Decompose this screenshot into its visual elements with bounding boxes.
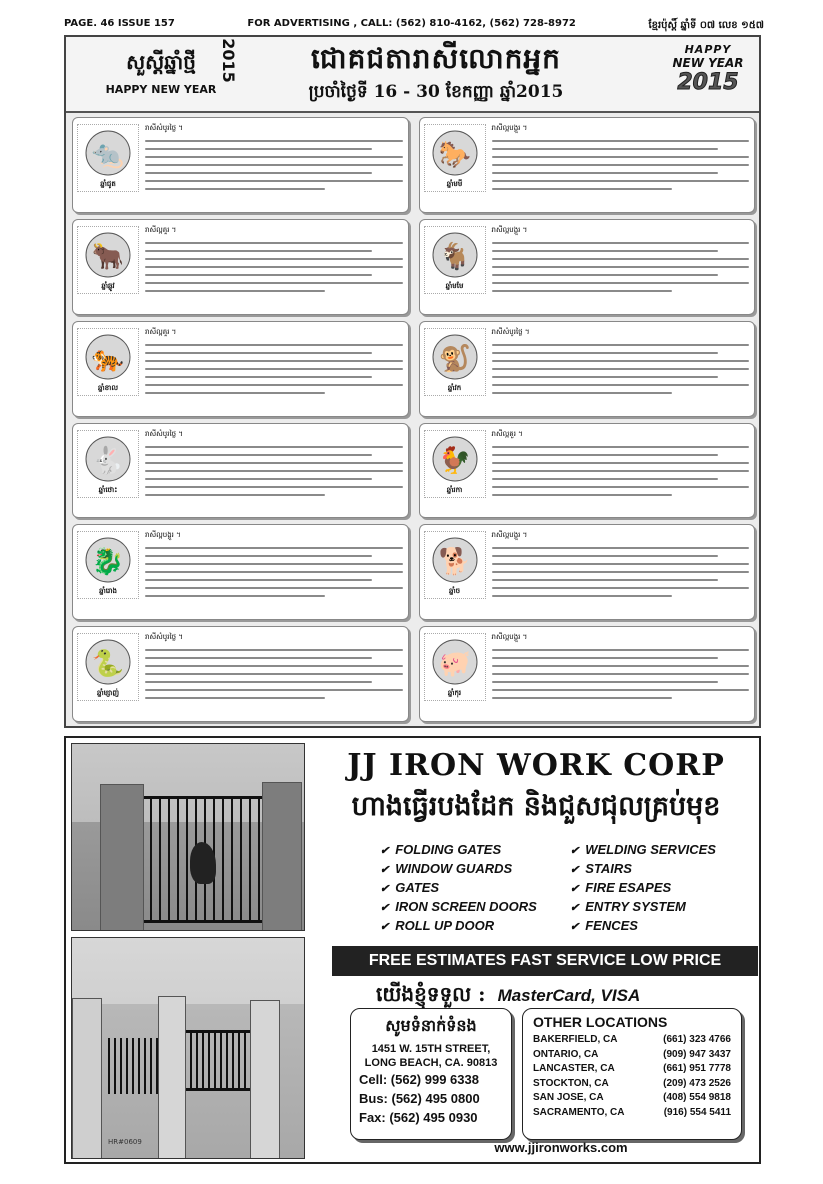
zodiac-fortune-head: រាសីល្អបង្គួរ ។ bbox=[145, 531, 181, 540]
svg-text:🐓: 🐓 bbox=[438, 445, 471, 476]
checkmark-icon: ✔ bbox=[380, 864, 390, 876]
text-line bbox=[145, 462, 403, 464]
year-vertical: 2015 bbox=[218, 38, 238, 83]
text-line bbox=[492, 156, 750, 158]
checkmark-icon: ✔ bbox=[380, 921, 390, 933]
text-line bbox=[145, 595, 325, 597]
rabbit-icon bbox=[77, 430, 139, 498]
gate-bar bbox=[249, 796, 251, 922]
text-line bbox=[492, 486, 750, 488]
fence-bar bbox=[196, 1030, 198, 1090]
text-line bbox=[145, 180, 403, 182]
horoscope-header bbox=[66, 37, 759, 113]
monkey-icon bbox=[424, 328, 486, 396]
other-locations-title: OTHER LOCATIONS bbox=[533, 1014, 668, 1030]
zodiac-fortune-head: រាសីល្អបង្គួរ ។ bbox=[491, 124, 528, 132]
accepted-cards: MasterCard, VISA bbox=[497, 986, 641, 1005]
masthead: ខ្មែរប៉ុស្តិ៍ ឆ្នាំទី ០៧ លេខ ១៥៧ bbox=[648, 20, 764, 31]
text-line bbox=[145, 188, 325, 190]
checkmark-icon: ✔ bbox=[380, 902, 390, 914]
fax-number: Fax: (562) 495 0930 bbox=[359, 1110, 478, 1125]
dragon-icon bbox=[77, 531, 139, 599]
fence-bar bbox=[232, 1030, 234, 1090]
zodiac-name: ឆ្នាំជូត bbox=[100, 180, 116, 188]
fence-bar bbox=[156, 1038, 158, 1094]
location-phone: (916) 554 5411 bbox=[663, 1106, 731, 1118]
zodiac-name: ឆ្នាំរោង bbox=[99, 587, 117, 596]
service-item bbox=[380, 842, 537, 861]
zodiac-card bbox=[419, 524, 756, 620]
gate-bar bbox=[159, 796, 161, 922]
cell-phone: Cell: (562) 999 6338 bbox=[359, 1072, 479, 1087]
location-city: ONTARIO, CA bbox=[533, 1048, 599, 1060]
svg-text:🐐: 🐐 bbox=[438, 241, 471, 272]
service-item bbox=[570, 842, 716, 861]
svg-text:🐍: 🐍 bbox=[91, 649, 125, 680]
text-line bbox=[492, 689, 750, 691]
text-line bbox=[145, 148, 372, 150]
svg-text:🐖: 🐖 bbox=[438, 649, 471, 680]
zodiac-text bbox=[145, 531, 403, 614]
text-line bbox=[492, 180, 750, 182]
fence-bar bbox=[238, 1030, 240, 1090]
text-line bbox=[145, 579, 372, 581]
text-line bbox=[492, 649, 750, 651]
location-row bbox=[533, 1049, 731, 1064]
badge-newyear: NEW YEAR bbox=[672, 56, 744, 70]
text-line bbox=[145, 673, 403, 675]
text-line bbox=[145, 242, 403, 244]
fence-bar bbox=[114, 1038, 116, 1094]
service-item bbox=[380, 899, 537, 918]
text-line bbox=[145, 164, 403, 166]
text-line bbox=[145, 571, 403, 573]
text-line bbox=[492, 172, 719, 174]
house-pillar bbox=[72, 998, 102, 1159]
stone-pillar bbox=[100, 784, 144, 931]
svg-text:🐅: 🐅 bbox=[91, 343, 125, 374]
zodiac-fortune-head: រាសីល្អគួរ ។ bbox=[145, 327, 177, 336]
dog-icon bbox=[424, 531, 486, 599]
gate-bar bbox=[150, 796, 152, 922]
zodiac-text bbox=[145, 328, 403, 411]
text-line bbox=[145, 587, 403, 589]
zodiac-card bbox=[419, 626, 756, 722]
ox-icon bbox=[77, 226, 139, 294]
text-line bbox=[492, 140, 750, 142]
text-line bbox=[145, 352, 372, 354]
service-label: WELDING SERVICES bbox=[585, 842, 716, 857]
location-list bbox=[533, 1034, 731, 1121]
zodiac-name: ឆ្នាំមមី bbox=[446, 180, 463, 188]
zodiac-fortune-head: រាសីល្អគួរ ។ bbox=[491, 429, 523, 438]
service-item bbox=[380, 880, 537, 899]
text-line bbox=[492, 547, 750, 549]
checkmark-icon: ✔ bbox=[570, 864, 580, 876]
service-item bbox=[570, 880, 716, 899]
text-line bbox=[492, 494, 672, 496]
text-line bbox=[492, 665, 750, 667]
location-city: SACRAMENTO, CA bbox=[533, 1106, 625, 1118]
text-line bbox=[492, 697, 672, 699]
text-line bbox=[145, 172, 372, 174]
zodiac-name: ឆ្នាំវក bbox=[447, 383, 462, 392]
promo-banner: FREE ESTIMATES FAST SERVICE LOW PRICE bbox=[332, 946, 758, 976]
zodiac-card bbox=[72, 423, 409, 519]
location-city: SAN JOSE, CA bbox=[533, 1092, 604, 1103]
svg-text:🐂: 🐂 bbox=[91, 241, 125, 272]
text-line bbox=[145, 282, 403, 284]
text-line bbox=[145, 290, 325, 292]
location-phone: (909) 947 3437 bbox=[663, 1048, 731, 1060]
zodiac-text bbox=[145, 430, 403, 513]
location-phone: (661) 323 4766 bbox=[663, 1034, 731, 1045]
photo-watermark: HR#0609 bbox=[108, 1138, 142, 1146]
text-line bbox=[492, 555, 719, 557]
horoscope-section bbox=[64, 35, 761, 728]
house-pillar bbox=[158, 996, 186, 1159]
zodiac-card bbox=[72, 321, 409, 417]
page-issue: PAGE. 46 ISSUE 157 bbox=[64, 18, 175, 29]
zodiac-card bbox=[419, 117, 756, 213]
address-line2: LONG BEACH, CA. 90813 bbox=[364, 1057, 498, 1069]
gate-bar bbox=[177, 796, 179, 922]
service-label: IRON SCREEN DOORS bbox=[395, 899, 537, 914]
zodiac-text bbox=[145, 124, 403, 207]
company-name-kh: ហាងធ្វើរបងដែក និងជួសជុលគ្រប់មុខ bbox=[351, 791, 721, 822]
main-contact-box bbox=[350, 1008, 512, 1140]
page-header bbox=[64, 18, 764, 34]
zodiac-name: ឆ្នាំច bbox=[448, 587, 461, 596]
zodiac-text bbox=[492, 124, 750, 207]
zodiac-fortune-head: រាសីល្អបង្គួរ ។ bbox=[491, 225, 528, 234]
advertising-contact: FOR ADVERTISING , CALL: (562) 810-4162, (562) 728-8972 bbox=[247, 18, 576, 29]
fence-bar bbox=[244, 1030, 246, 1090]
zodiac-name: ឆ្នាំឆ្លូវ bbox=[101, 281, 115, 290]
horoscope-subtitle: ប្រចាំថ្ងៃទី 16 - 30 ខែកញ្ញា ឆ្នាំ2015 bbox=[308, 82, 564, 102]
zodiac-fortune-head: រាសីល្អបង្គួរ ។ bbox=[491, 531, 528, 540]
service-label: FENCES bbox=[585, 918, 638, 933]
badge-happy: HAPPY bbox=[684, 43, 732, 56]
svg-text:🐕: 🐕 bbox=[438, 547, 471, 578]
text-line bbox=[145, 392, 325, 394]
text-line bbox=[145, 681, 372, 683]
text-line bbox=[492, 188, 672, 190]
svg-text:🐉: 🐉 bbox=[91, 547, 125, 578]
payment-accepted bbox=[376, 981, 640, 1011]
text-line bbox=[145, 454, 372, 456]
location-phone: (408) 554 9818 bbox=[663, 1092, 731, 1103]
service-item bbox=[570, 918, 716, 937]
text-line bbox=[492, 681, 719, 683]
house-pillar bbox=[250, 1000, 280, 1159]
location-city: STOCKTON, CA bbox=[533, 1077, 609, 1089]
location-row bbox=[533, 1078, 731, 1093]
new-year-kh: សួស្តីឆ្នាំថ្មី bbox=[126, 50, 196, 74]
text-line bbox=[492, 587, 750, 589]
service-label: FOLDING GATES bbox=[395, 842, 502, 857]
text-line bbox=[145, 250, 372, 252]
stone-pillar bbox=[262, 782, 302, 931]
text-line bbox=[145, 258, 403, 260]
text-line bbox=[145, 140, 403, 142]
zodiac-text bbox=[492, 531, 750, 614]
jj-iron-work-ad bbox=[64, 736, 761, 1164]
zodiac-text bbox=[492, 226, 750, 309]
zodiac-name: ឆ្នាំកុរ bbox=[447, 689, 462, 698]
business-phone: Bus: (562) 495 0800 bbox=[359, 1091, 480, 1106]
fence-bar bbox=[226, 1030, 228, 1090]
badge-year: 2015 bbox=[677, 70, 739, 95]
text-line bbox=[492, 282, 750, 284]
location-row bbox=[533, 1034, 731, 1049]
horoscope-title: ជោគជតារាសីលោកអ្នក bbox=[311, 42, 561, 75]
service-item bbox=[380, 861, 537, 880]
text-line bbox=[492, 242, 750, 244]
location-phone: (661) 951 7778 bbox=[663, 1063, 731, 1074]
gate-bar bbox=[222, 796, 224, 922]
location-city: LANCASTER, CA bbox=[533, 1063, 615, 1074]
zodiac-name: ឆ្នាំមមែ bbox=[445, 281, 464, 290]
gate-bar bbox=[186, 796, 188, 922]
zodiac-grid bbox=[72, 117, 755, 722]
zodiac-name: ឆ្នាំខាល bbox=[98, 383, 118, 392]
service-label: WINDOW GUARDS bbox=[395, 861, 513, 876]
goat-icon bbox=[424, 226, 486, 294]
fence-bar bbox=[220, 1030, 222, 1090]
service-label: GATES bbox=[395, 880, 440, 895]
text-line bbox=[145, 494, 325, 496]
text-line bbox=[145, 555, 372, 557]
fence-bar bbox=[144, 1038, 146, 1094]
text-line bbox=[492, 290, 672, 292]
text-line bbox=[492, 563, 750, 565]
service-item bbox=[570, 861, 716, 880]
text-line bbox=[145, 156, 403, 158]
pig-icon bbox=[424, 633, 486, 701]
fence-bar bbox=[190, 1030, 192, 1090]
service-item bbox=[380, 918, 537, 937]
zodiac-card bbox=[72, 626, 409, 722]
zodiac-card bbox=[419, 423, 756, 519]
location-city: BAKERFIELD, CA bbox=[533, 1034, 618, 1045]
service-item bbox=[570, 899, 716, 918]
location-row bbox=[533, 1063, 731, 1078]
accept-kh: យើងខ្ញុំទទួល : bbox=[376, 982, 486, 1006]
service-label: ENTRY SYSTEM bbox=[585, 899, 686, 914]
text-line bbox=[145, 665, 403, 667]
text-line bbox=[492, 274, 719, 276]
website-link[interactable]: www.jjironworks.com bbox=[494, 1140, 628, 1155]
snake-icon bbox=[77, 633, 139, 701]
fence-bar bbox=[126, 1038, 128, 1094]
text-line bbox=[492, 250, 719, 252]
text-line bbox=[145, 344, 403, 346]
horse-ornament bbox=[190, 842, 216, 884]
zodiac-fortune-head: រាសីសំបូរថ្លៃ ។ bbox=[145, 429, 183, 438]
text-line bbox=[145, 446, 403, 448]
service-label: FIRE ESAPES bbox=[585, 880, 672, 895]
zodiac-text bbox=[145, 226, 403, 309]
other-locations-box bbox=[522, 1008, 742, 1140]
fence-bar bbox=[214, 1030, 216, 1090]
horse-icon bbox=[424, 124, 486, 192]
text-line bbox=[145, 376, 372, 378]
text-line bbox=[492, 579, 719, 581]
zodiac-text bbox=[492, 633, 750, 716]
company-name: JJ IRON WORK CORP bbox=[347, 748, 725, 783]
text-line bbox=[492, 571, 750, 573]
zodiac-fortune-head: រាសីសំបូរថ្លៃ ។ bbox=[145, 633, 183, 642]
fence-bar bbox=[202, 1030, 204, 1090]
gate-bar bbox=[240, 796, 242, 922]
checkmark-icon: ✔ bbox=[380, 845, 390, 857]
zodiac-fortune-head: រាសីសំបូរថ្លៃ ។ bbox=[145, 124, 183, 132]
text-line bbox=[492, 258, 750, 260]
zodiac-name: ឆ្នាំថោះ bbox=[98, 485, 118, 494]
service-label: STAIRS bbox=[585, 861, 632, 876]
text-line bbox=[492, 657, 719, 659]
zodiac-text bbox=[492, 328, 750, 411]
text-line bbox=[145, 657, 372, 659]
gate-bar bbox=[258, 796, 260, 922]
svg-text:🐇: 🐇 bbox=[91, 445, 125, 476]
zodiac-fortune-head: រាសីល្អបង្គួរ ។ bbox=[491, 633, 528, 642]
text-line bbox=[145, 689, 403, 691]
services-left bbox=[380, 842, 537, 937]
text-line bbox=[492, 360, 750, 362]
text-line bbox=[145, 649, 403, 651]
checkmark-icon: ✔ bbox=[570, 921, 580, 933]
zodiac-card bbox=[419, 219, 756, 315]
text-line bbox=[492, 446, 750, 448]
text-line bbox=[145, 563, 403, 565]
iron-fence-photo bbox=[71, 937, 305, 1159]
text-line bbox=[492, 376, 719, 378]
text-line bbox=[492, 164, 750, 166]
text-line bbox=[492, 344, 750, 346]
text-line bbox=[492, 595, 672, 597]
gate-bar bbox=[168, 796, 170, 922]
text-line bbox=[145, 478, 372, 480]
address-line1: 1451 W. 15TH STREET, bbox=[371, 1043, 491, 1055]
location-row bbox=[533, 1092, 731, 1107]
checkmark-icon: ✔ bbox=[380, 883, 390, 895]
text-line bbox=[492, 392, 672, 394]
zodiac-card bbox=[72, 219, 409, 315]
location-row bbox=[533, 1107, 731, 1122]
new-year-en: HAPPY NEW YEAR bbox=[105, 83, 217, 96]
fence-bar bbox=[150, 1038, 152, 1094]
text-line bbox=[492, 368, 750, 370]
new-year-greeting bbox=[86, 38, 238, 96]
zodiac-text bbox=[145, 633, 403, 716]
zodiac-fortune-head: រាសីល្អគួរ ។ bbox=[145, 225, 177, 234]
checkmark-icon: ✔ bbox=[570, 902, 580, 914]
text-line bbox=[145, 547, 403, 549]
checkmark-icon: ✔ bbox=[570, 883, 580, 895]
text-line bbox=[145, 274, 372, 276]
zodiac-card bbox=[419, 321, 756, 417]
iron-gate-photo bbox=[71, 743, 305, 931]
fence-bar bbox=[138, 1038, 140, 1094]
text-line bbox=[492, 352, 719, 354]
text-line bbox=[145, 470, 403, 472]
text-line bbox=[492, 478, 719, 480]
text-line bbox=[145, 266, 403, 268]
zodiac-card bbox=[72, 117, 409, 213]
text-line bbox=[145, 486, 403, 488]
svg-text:🐀: 🐀 bbox=[91, 140, 125, 170]
svg-text:🐒: 🐒 bbox=[438, 343, 471, 374]
zodiac-fortune-head: រាសីសំបូរថ្លៃ ។ bbox=[491, 327, 530, 336]
text-line bbox=[492, 470, 750, 472]
fence-bar bbox=[108, 1038, 110, 1094]
text-line bbox=[145, 384, 403, 386]
svg-text:🐎: 🐎 bbox=[438, 140, 471, 170]
text-line bbox=[492, 462, 750, 464]
happy-new-year-badge bbox=[658, 43, 758, 107]
text-line bbox=[492, 454, 719, 456]
zodiac-name: ឆ្នាំរកា bbox=[446, 485, 463, 494]
zodiac-text bbox=[492, 430, 750, 513]
location-phone: (209) 473 2526 bbox=[663, 1077, 731, 1089]
service-label: ROLL UP DOOR bbox=[395, 918, 495, 933]
checkmark-icon: ✔ bbox=[570, 845, 580, 857]
contact-kh: សូមទំនាក់ទំនង bbox=[385, 1016, 477, 1035]
text-line bbox=[492, 384, 750, 386]
text-line bbox=[145, 368, 403, 370]
text-line bbox=[492, 266, 750, 268]
zodiac-card bbox=[72, 524, 409, 620]
fence-bar bbox=[208, 1030, 210, 1090]
fence-bar bbox=[120, 1038, 122, 1094]
fence-bar bbox=[132, 1038, 134, 1094]
rat-icon bbox=[77, 124, 139, 192]
text-line bbox=[492, 148, 719, 150]
tiger-icon bbox=[77, 328, 139, 396]
services-right bbox=[570, 842, 716, 937]
text-line bbox=[145, 697, 325, 699]
rooster-icon bbox=[424, 430, 486, 498]
zodiac-name: ឆ្នាំម្សាញ់ bbox=[97, 689, 119, 698]
text-line bbox=[145, 360, 403, 362]
text-line bbox=[492, 673, 750, 675]
gate-bar bbox=[231, 796, 233, 922]
